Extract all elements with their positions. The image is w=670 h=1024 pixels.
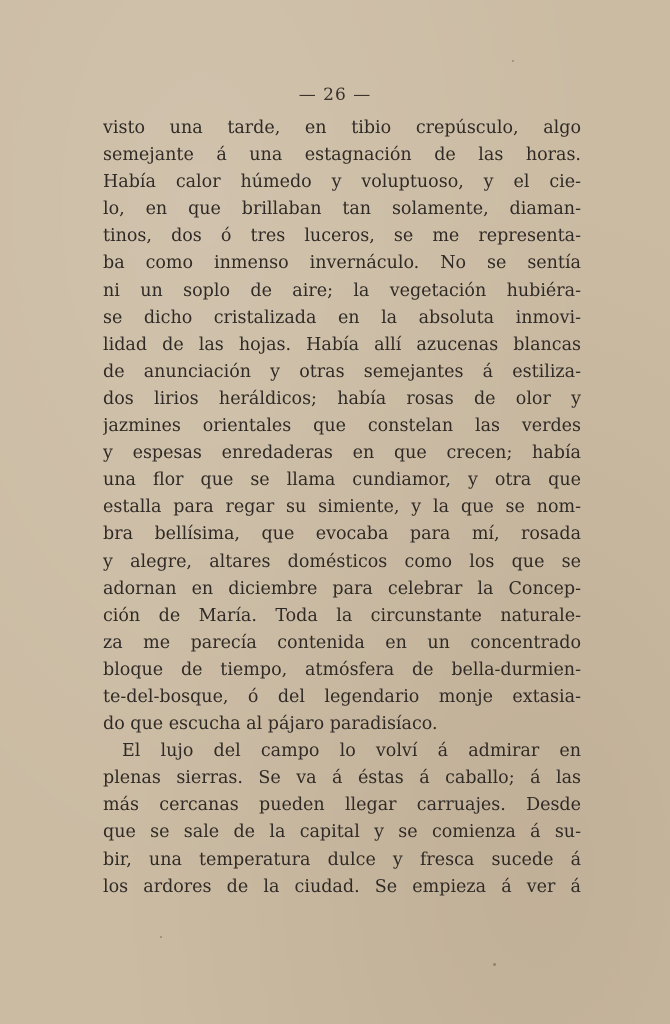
text-line: bir, una temperatura dulce y fresca sucede á [103, 849, 581, 870]
text-line: bloque de tiempo, atmósfera de bella-durmien- [103, 659, 581, 680]
text-line: te-del-bosque, ó del legendario monje extasia- [103, 686, 581, 707]
text-line: una flor que se llama cundiamor, y otra que [103, 470, 581, 491]
text-line: semejante á una estagnación de las horas. [103, 145, 581, 166]
text-line: ba como inmenso invernáculo. No se sentía [103, 253, 581, 274]
page-number: — 26 — [298, 85, 372, 105]
text-line: adornan en diciembre para celebrar la Concep- [103, 578, 581, 599]
text-line: jazmines orientales que constelan las verdes [103, 416, 581, 437]
text-line: más cercanas pueden llegar carruajes. Desde [103, 795, 581, 816]
text-line: ni un soplo de aire; la vegetación hubiéra- [103, 280, 581, 301]
text-line: Había calor húmedo y voluptuoso, y el cie- [103, 172, 581, 193]
paper-speck [512, 60, 514, 62]
text-line: que se sale de la capital y se comienza á su- [103, 822, 581, 843]
text-line: ción de María. Toda la circunstante naturale- [103, 605, 581, 626]
paper-speck [160, 936, 162, 938]
text-line: y alegre, altares domésticos como los que se [103, 551, 581, 572]
text-line: El lujo del campo lo volví á admirar en [122, 741, 581, 762]
text-line: dos lirios heráldicos; había rosas de olor y [103, 388, 581, 409]
text-line: lo, en que brillaban tan solamente, diaman- [103, 199, 581, 220]
text-line: y espesas enredaderas en que crecen; había [103, 443, 581, 464]
text-line: se dicho cristalizada en la absoluta inmovi- [103, 307, 581, 328]
text-line: plenas sierras. Se va á éstas á caballo; á las [103, 768, 581, 789]
text-line: bra bellísima, que evocaba para mí, rosada [103, 524, 581, 545]
text-line: de anunciación y otras semejantes á estiliza- [103, 361, 581, 382]
paper-speck [493, 963, 496, 966]
text-line: los ardores de la ciudad. Se empieza á ver á [103, 876, 581, 897]
text-line: tinos, dos ó tres luceros, se me representa- [103, 226, 581, 247]
text-line: estalla para regar su simiente, y la que se nom- [103, 497, 581, 518]
text-line: do que escucha al pájaro paradisíaco. [103, 714, 438, 735]
text-line: lidad de las hojas. Había allí azucenas blancas [103, 334, 581, 355]
text-line: za me parecía contenida en un concentrado [103, 632, 581, 653]
text-line: visto una tarde, en tibio crepúsculo, algo [103, 118, 581, 138]
body-text [103, 115, 581, 901]
